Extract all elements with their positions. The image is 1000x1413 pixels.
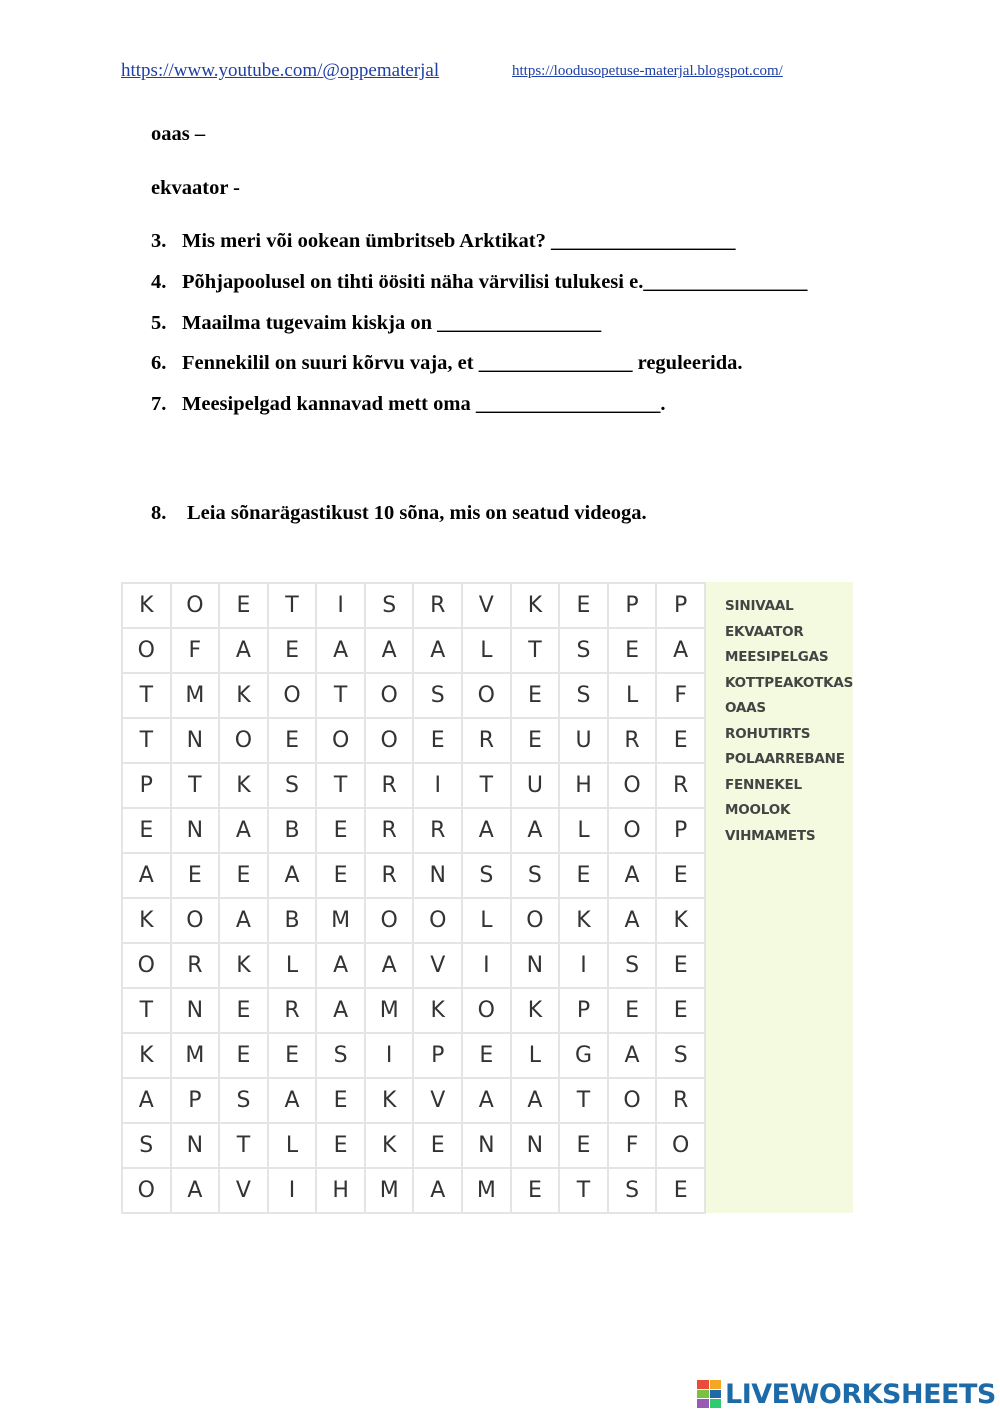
word-list-item: KOTTPEAKOTKAS	[725, 674, 854, 691]
grid-cell[interactable]: E	[219, 988, 268, 1033]
grid-cell[interactable]: O	[656, 1123, 705, 1168]
grid-cell[interactable]: E	[608, 988, 657, 1033]
grid-cell[interactable]: A	[171, 1168, 220, 1213]
grid-cell[interactable]: I	[413, 763, 462, 808]
word-list-item: SINIVAAL	[725, 598, 794, 614]
grid-cell[interactable]: P	[413, 1033, 462, 1078]
grid-cell[interactable]: T	[316, 673, 365, 718]
grid-cell[interactable]: E	[316, 1123, 365, 1168]
grid-cell[interactable]: S	[559, 628, 608, 673]
grid-cell[interactable]: K	[219, 673, 268, 718]
grid-cell[interactable]: O	[268, 673, 317, 718]
grid-cell[interactable]: E	[656, 853, 705, 898]
grid-cell[interactable]: T	[316, 763, 365, 808]
grid-row	[122, 1123, 705, 1168]
grid-cell[interactable]: T	[171, 763, 220, 808]
grid-cell[interactable]: B	[268, 808, 317, 853]
grid-cell[interactable]: A	[608, 1033, 657, 1078]
question-number: 3.	[151, 230, 167, 252]
grid-cell[interactable]: F	[608, 1123, 657, 1168]
grid-cell[interactable]: S	[365, 583, 414, 628]
youtube-link[interactable]: https://www.youtube.com/@oppematerjal	[121, 60, 440, 81]
question-text: Mis meri või ookean ümbritseb Arktikat? __________________	[182, 230, 736, 252]
grid-cell[interactable]: M	[365, 1168, 414, 1213]
grid-cell[interactable]: A	[656, 628, 705, 673]
grid-cell[interactable]: E	[316, 1078, 365, 1123]
grid-cell[interactable]: S	[219, 1078, 268, 1123]
grid-cell[interactable]: R	[413, 808, 462, 853]
word-list-item: MOOLOK	[725, 802, 791, 818]
grid-cell[interactable]: U	[559, 718, 608, 763]
grid-cell[interactable]: P	[656, 808, 705, 853]
grid-cell[interactable]: L	[608, 673, 657, 718]
logo-text: LIVEWORKSHEETS	[725, 1378, 996, 1410]
grid-cell[interactable]: O	[171, 583, 220, 628]
grid-cell[interactable]: P	[122, 763, 171, 808]
grid-cell[interactable]: F	[656, 673, 705, 718]
grid-cell[interactable]: O	[365, 718, 414, 763]
grid-cell[interactable]: E	[656, 718, 705, 763]
grid-cell[interactable]: T	[219, 1123, 268, 1168]
grid-cell[interactable]: I	[462, 943, 511, 988]
grid-cell[interactable]: A	[219, 898, 268, 943]
grid-cell[interactable]: S	[413, 673, 462, 718]
grid-cell[interactable]: K	[122, 1033, 171, 1078]
grid-cell[interactable]: E	[316, 853, 365, 898]
grid-cell[interactable]: P	[608, 583, 657, 628]
grid-cell[interactable]: N	[511, 943, 560, 988]
logo-square	[710, 1390, 722, 1399]
task-text: Leia sõnarägastikust 10 sõna, mis on seatud videoga.	[187, 502, 647, 524]
grid-row	[122, 583, 705, 628]
grid-cell[interactable]: R	[171, 943, 220, 988]
grid-cell[interactable]: K	[656, 898, 705, 943]
grid-cell[interactable]: E	[608, 628, 657, 673]
grid-cell[interactable]: A	[511, 1078, 560, 1123]
grid-cell[interactable]: O	[608, 1078, 657, 1123]
grid-cell[interactable]: O	[122, 628, 171, 673]
grid-cell[interactable]: K	[122, 583, 171, 628]
grid-cell[interactable]: S	[122, 1123, 171, 1168]
grid-cell[interactable]: T	[122, 988, 171, 1033]
grid-cell[interactable]: V	[413, 943, 462, 988]
grid-cell[interactable]: O	[462, 988, 511, 1033]
grid-cell[interactable]: A	[122, 1078, 171, 1123]
logo-square	[697, 1399, 709, 1408]
grid-cell[interactable]: A	[462, 808, 511, 853]
grid-cell[interactable]: A	[413, 1168, 462, 1213]
grid-cell[interactable]: I	[559, 943, 608, 988]
question-3	[151, 230, 736, 253]
grid-cell[interactable]: O	[462, 673, 511, 718]
question-number: 7.	[151, 393, 167, 415]
grid-cell[interactable]: M	[171, 1033, 220, 1078]
grid-cell[interactable]: O	[365, 673, 414, 718]
question-5	[151, 312, 601, 335]
task-8	[151, 502, 647, 525]
word-list-item: ROHUTIRTS	[725, 725, 811, 742]
grid-cell[interactable]: S	[608, 943, 657, 988]
grid-cell[interactable]: V	[413, 1078, 462, 1123]
logo-square	[710, 1399, 722, 1408]
logo-mark-icon	[697, 1380, 721, 1408]
grid-cell[interactable]: N	[413, 853, 462, 898]
grid-cell[interactable]: U	[511, 763, 560, 808]
grid-cell[interactable]: S	[559, 673, 608, 718]
question-text: Fennekilil on suuri kõrvu vaja, et _______________ reguleerida.	[182, 352, 743, 374]
grid-cell[interactable]: A	[219, 808, 268, 853]
grid-cell[interactable]: N	[171, 988, 220, 1033]
grid-cell[interactable]: T	[511, 628, 560, 673]
grid-cell[interactable]: S	[608, 1168, 657, 1213]
grid-cell[interactable]: V	[462, 583, 511, 628]
grid-cell[interactable]: H	[316, 1168, 365, 1213]
grid-cell[interactable]: T	[559, 1168, 608, 1213]
grid-cell[interactable]: A	[219, 628, 268, 673]
grid-cell[interactable]: T	[122, 673, 171, 718]
task-number: 8.	[151, 502, 167, 524]
grid-cell[interactable]: K	[365, 1078, 414, 1123]
grid-cell[interactable]: A	[268, 853, 317, 898]
grid-cell[interactable]: A	[608, 898, 657, 943]
question-number: 4.	[151, 271, 167, 293]
grid-cell[interactable]: A	[365, 628, 414, 673]
grid-row	[122, 853, 705, 898]
grid-cell[interactable]: M	[171, 673, 220, 718]
grid-cell[interactable]: F	[171, 628, 220, 673]
question-number: 5.	[151, 312, 167, 334]
grid-cell[interactable]: E	[656, 943, 705, 988]
grid-cell[interactable]: R	[268, 988, 317, 1033]
grid-cell[interactable]: E	[122, 808, 171, 853]
grid-row	[122, 673, 705, 718]
grid-cell[interactable]: P	[559, 988, 608, 1033]
grid-cell[interactable]: E	[316, 808, 365, 853]
grid-cell[interactable]: I	[365, 1033, 414, 1078]
blog-link[interactable]: https://loodusopetuse-materjal.blogspot.com/	[512, 63, 783, 79]
grid-cell[interactable]: V	[219, 1168, 268, 1213]
grid-cell[interactable]: E	[559, 583, 608, 628]
grid-row	[122, 808, 705, 853]
logo-square	[697, 1390, 709, 1399]
grid-cell[interactable]: S	[316, 1033, 365, 1078]
logo-square	[697, 1380, 709, 1389]
grid-cell[interactable]: N	[462, 1123, 511, 1168]
grid-cell[interactable]: T	[122, 718, 171, 763]
grid-cell[interactable]: R	[365, 853, 414, 898]
grid-cell[interactable]: E	[268, 718, 317, 763]
grid-cell[interactable]: N	[171, 1123, 220, 1168]
grid-cell[interactable]: K	[219, 763, 268, 808]
grid-cell[interactable]: M	[462, 1168, 511, 1213]
grid-cell[interactable]: E	[559, 1123, 608, 1168]
word-list-item: OAAS	[725, 700, 766, 716]
grid-cell[interactable]: E	[219, 583, 268, 628]
grid-cell[interactable]: L	[268, 1123, 317, 1168]
grid-cell[interactable]: O	[171, 898, 220, 943]
grid-cell[interactable]: N	[511, 1123, 560, 1168]
grid-cell[interactable]: O	[122, 1168, 171, 1213]
grid-cell[interactable]: L	[462, 898, 511, 943]
grid-cell[interactable]: K	[122, 898, 171, 943]
grid-cell[interactable]: T	[268, 583, 317, 628]
grid-cell[interactable]: E	[656, 1168, 705, 1213]
grid-cell[interactable]: O	[413, 898, 462, 943]
grid-cell[interactable]: E	[656, 988, 705, 1033]
grid-cell[interactable]: S	[656, 1033, 705, 1078]
grid-cell[interactable]: K	[413, 988, 462, 1033]
grid-cell[interactable]: A	[413, 628, 462, 673]
grid-row	[122, 943, 705, 988]
grid-cell[interactable]: M	[365, 988, 414, 1033]
grid-cell[interactable]: K	[511, 583, 560, 628]
word-list	[706, 582, 853, 1213]
grid-cell[interactable]: A	[511, 808, 560, 853]
grid-cell[interactable]: O	[316, 718, 365, 763]
grid-cell[interactable]: L	[268, 943, 317, 988]
grid-cell[interactable]: L	[511, 1033, 560, 1078]
grid-row	[122, 1033, 705, 1078]
grid-cell[interactable]: A	[316, 943, 365, 988]
grid-row	[122, 898, 705, 943]
grid-cell[interactable]: O	[608, 763, 657, 808]
grid-cell[interactable]: A	[316, 988, 365, 1033]
grid-cell[interactable]: P	[171, 1078, 220, 1123]
liveworksheets-logo	[697, 1377, 996, 1411]
grid-cell[interactable]: S	[268, 763, 317, 808]
grid-cell[interactable]: E	[511, 1168, 560, 1213]
grid-cell[interactable]: R	[608, 718, 657, 763]
grid-cell[interactable]: O	[365, 898, 414, 943]
grid-cell[interactable]: A	[365, 943, 414, 988]
grid-cell[interactable]: P	[656, 583, 705, 628]
grid-cell[interactable]: A	[268, 1078, 317, 1123]
grid-cell[interactable]: E	[413, 718, 462, 763]
grid-cell[interactable]: A	[316, 628, 365, 673]
grid-cell[interactable]: O	[122, 943, 171, 988]
word-search-grid[interactable]	[121, 582, 706, 1214]
grid-cell[interactable]: E	[511, 673, 560, 718]
word-list-item: POLAARREBANE	[725, 751, 845, 767]
grid-cell[interactable]: T	[462, 763, 511, 808]
question-text: Meesipelgad kannavad mett oma __________________.	[182, 393, 666, 415]
grid-cell[interactable]: E	[219, 1033, 268, 1078]
grid-cell[interactable]: A	[122, 853, 171, 898]
grid-row	[122, 628, 705, 673]
question-text: Maailma tugevaim kiskja on ________________	[182, 312, 602, 334]
grid-cell[interactable]: K	[219, 943, 268, 988]
grid-cell[interactable]: R	[365, 763, 414, 808]
grid-cell[interactable]: S	[462, 853, 511, 898]
grid-cell[interactable]: O	[511, 898, 560, 943]
question-4	[151, 271, 807, 294]
grid-cell[interactable]: N	[171, 718, 220, 763]
word-list-item: VIHMAMETS	[725, 827, 816, 844]
grid-cell[interactable]: I	[316, 583, 365, 628]
grid-row	[122, 1078, 705, 1123]
grid-cell[interactable]: E	[462, 1033, 511, 1078]
grid-cell[interactable]: E	[268, 628, 317, 673]
logo-square	[710, 1380, 722, 1389]
grid-row	[122, 988, 705, 1033]
grid-cell[interactable]: E	[413, 1123, 462, 1168]
grid-cell[interactable]: N	[171, 808, 220, 853]
grid-cell[interactable]: K	[365, 1123, 414, 1168]
grid-cell[interactable]: E	[268, 1033, 317, 1078]
word-list-item: FENNEKEL	[725, 776, 802, 793]
grid-cell[interactable]: H	[559, 763, 608, 808]
grid-cell[interactable]: T	[559, 1078, 608, 1123]
grid-cell[interactable]: O	[219, 718, 268, 763]
grid-cell[interactable]: A	[608, 853, 657, 898]
grid-cell[interactable]: R	[413, 583, 462, 628]
grid-cell[interactable]: O	[608, 808, 657, 853]
grid-cell[interactable]: K	[559, 898, 608, 943]
word-list-item: EKVAATOR	[725, 623, 804, 640]
grid-cell[interactable]: E	[219, 853, 268, 898]
grid-cell[interactable]: G	[559, 1033, 608, 1078]
question-7	[151, 393, 665, 416]
grid-cell[interactable]: R	[462, 718, 511, 763]
grid-cell[interactable]: L	[462, 628, 511, 673]
grid-cell[interactable]: I	[268, 1168, 317, 1213]
grid-row	[122, 718, 705, 763]
grid-cell[interactable]: M	[316, 898, 365, 943]
grid-row	[122, 1168, 705, 1213]
question-number: 6.	[151, 352, 167, 374]
grid-cell[interactable]: A	[462, 1078, 511, 1123]
grid-cell[interactable]: K	[511, 988, 560, 1033]
grid-cell[interactable]: R	[656, 1078, 705, 1123]
grid-cell[interactable]: L	[559, 808, 608, 853]
word-list-item: MEESIPELGAS	[725, 649, 829, 665]
grid-cell[interactable]: R	[656, 763, 705, 808]
grid-cell[interactable]: S	[511, 853, 560, 898]
grid-cell[interactable]: R	[365, 808, 414, 853]
grid-row	[122, 763, 705, 808]
grid-cell[interactable]: E	[511, 718, 560, 763]
question-6	[151, 352, 743, 375]
definition-oaas: oaas –	[151, 123, 206, 145]
grid-cell[interactable]: B	[268, 898, 317, 943]
grid-cell[interactable]: E	[559, 853, 608, 898]
question-text: Põhjapoolusel on tihti öösiti näha värvilisi tulukesi e.________________	[182, 271, 808, 293]
grid-cell[interactable]: E	[171, 853, 220, 898]
definition-ekvaator: ekvaator -	[151, 177, 241, 199]
